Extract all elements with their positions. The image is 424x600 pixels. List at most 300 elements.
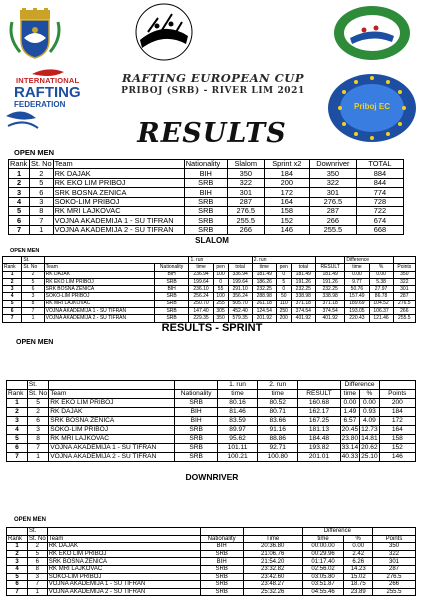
table-cell: SRB: [175, 426, 218, 435]
table-row: [7, 453, 416, 462]
table-cell: 12.73: [361, 425, 378, 433]
table-cell: 14.23: [344, 565, 373, 573]
col-nationality: Nationality: [154, 264, 189, 271]
col-downriver: Downriver: [309, 160, 356, 169]
table-cell: 80.52: [258, 399, 298, 408]
table-row: [3, 308, 416, 315]
col-nationality: Nationality: [184, 160, 227, 169]
table-cell: RK DAJAK: [44, 271, 154, 278]
table-cell: BIH: [154, 286, 189, 293]
table-cell: RK MRI LAJKOVAC: [44, 300, 154, 307]
table-cell: 371.18: [315, 300, 344, 307]
table-cell: 86.78: [369, 293, 393, 300]
table-cell: 03:51.87: [302, 581, 344, 589]
table-header-row: [3, 264, 416, 271]
table-cell: 55: [213, 286, 228, 293]
table-cell: 261.18: [252, 300, 276, 307]
table-cell: 162.17: [298, 408, 340, 417]
sprint-run2-label: 2. run: [258, 381, 298, 390]
col-time: Time: [243, 535, 302, 543]
table-row: [9, 216, 404, 225]
table-cell: 3: [7, 417, 28, 426]
table-cell: SRB: [154, 293, 189, 300]
table-cell: 844: [356, 178, 403, 187]
table-row: [7, 444, 416, 453]
table-cell: 21:54.20: [243, 558, 302, 566]
table-header-row: [7, 390, 416, 399]
table-cell: 0: [276, 286, 291, 293]
table-cell: 287: [373, 565, 416, 573]
table-cell: RK EKO LIM PRIBOJ: [49, 399, 175, 408]
table-cell: 00:00.00: [302, 543, 344, 551]
table-cell: 200: [379, 399, 415, 408]
table-cell: SRB: [200, 588, 243, 596]
table-cell: 401.92: [291, 315, 315, 322]
table-cell: 3: [22, 293, 44, 300]
international-rafting-federation-logo: [2, 66, 94, 136]
table-row: [7, 417, 416, 426]
table-row: [9, 225, 404, 234]
table-cell: 167.25: [298, 417, 340, 426]
table-cell: 172: [379, 417, 415, 426]
table-row: [7, 565, 416, 573]
table-cell: 884: [356, 169, 403, 178]
table-cell: 14.81: [361, 434, 378, 442]
table-cell: 7: [28, 581, 48, 589]
table-cell: SRB: [154, 308, 189, 315]
table-cell: 287: [227, 197, 264, 206]
table-cell: VOJNA AKADEMIJA 1 - SU TIFRAN: [44, 308, 154, 315]
table-cell: VOJNA AKADEMIJA 2 - SU TIFRAN: [49, 453, 175, 462]
table-row: [9, 178, 404, 187]
col-diff-time: time: [345, 264, 369, 271]
table-row: [9, 188, 404, 197]
table-cell: 3: [3, 286, 22, 293]
table-cell: 03:05.80: [302, 573, 344, 581]
col-team: Team: [47, 535, 200, 543]
table-cell: 01:17.40: [302, 558, 344, 566]
table-cell: 338.98: [315, 293, 344, 300]
event-subtitle: PRIBOJ (SRB) - RIVER LIM 2021: [121, 86, 305, 96]
table-cell: 110: [276, 300, 291, 307]
table-cell: 722: [356, 206, 403, 215]
col-team: Team: [49, 390, 175, 399]
table-cell: 20:36.80: [243, 543, 302, 551]
table-group-header-row: [3, 257, 416, 264]
table-cell: BIH: [200, 543, 243, 551]
table-cell: 15.02: [344, 573, 373, 581]
table-cell: SRB: [184, 216, 227, 225]
event-title: RAFTING EUROPEAN CUP: [122, 71, 304, 85]
table-cell: SRK BOSNA ZENICA: [53, 188, 184, 197]
table-cell: 255.5: [393, 315, 415, 322]
table-cell: 668: [356, 225, 403, 234]
table-cell: 80.71: [258, 408, 298, 417]
table-cell: RK MRI LAJKOVAC: [47, 565, 200, 573]
table-cell: 91.16: [258, 426, 298, 435]
table-cell: SRB: [154, 315, 189, 322]
table-cell: 5: [3, 300, 22, 307]
table-cell: 5: [30, 178, 54, 187]
table-cell: 146: [379, 453, 415, 462]
table-cell: SOKO-LIM PRIBOJ: [49, 426, 175, 435]
table-cell: RK EKO LIM PRIBOJ: [53, 178, 184, 187]
table-cell: 121.46: [369, 315, 393, 322]
table-cell: 276.5: [227, 206, 264, 215]
table-cell: 2: [9, 178, 30, 187]
federation-line3: FEDERATION: [14, 100, 66, 109]
table-cell: 276.5: [373, 573, 416, 581]
table-row: [7, 573, 416, 581]
table-header-row: [7, 535, 416, 543]
table-cell: 255.5: [227, 216, 264, 225]
table-cell: 5: [7, 435, 28, 444]
col-run2-time: time: [252, 264, 276, 271]
table-cell: 201.92: [252, 315, 276, 322]
table-cell: RK DAJAK: [47, 543, 200, 551]
table-cell: 266: [227, 225, 264, 234]
table-cell: 33.14: [341, 443, 359, 451]
table-cell: 276.5: [393, 300, 415, 307]
col-result: RESULT: [298, 390, 340, 399]
table-cell: 1: [7, 399, 28, 408]
table-cell: VOJNA AKADEMIJA 2 - SU TIFRAN: [44, 315, 154, 322]
downriver-category: OPEN MEN: [14, 517, 47, 523]
col-points: Points: [379, 390, 415, 399]
sprint-results-table: [6, 380, 416, 462]
table-cell: 100.21: [217, 453, 257, 462]
table-cell: 164: [379, 426, 415, 435]
table-cell: 5: [22, 278, 44, 285]
table-cell: 5: [27, 399, 48, 408]
table-cell: 287: [309, 206, 356, 215]
table-cell: SRK BOSNA ZENICA: [47, 558, 200, 566]
table-cell: 291.10: [228, 286, 252, 293]
table-cell: 236.10: [189, 286, 213, 293]
table-cell: 301: [393, 286, 415, 293]
table-cell: 152: [379, 444, 415, 453]
table-cell: 3: [27, 426, 48, 435]
table-cell: SRK BOSNA ZENICA: [49, 417, 175, 426]
table-row: [7, 581, 416, 589]
table-cell: BIH: [184, 169, 227, 178]
table-cell: 1: [9, 169, 30, 178]
table-row: [3, 278, 416, 285]
table-cell: 1: [3, 271, 22, 278]
table-cell: 350: [393, 271, 415, 278]
table-cell: 5: [9, 206, 30, 215]
table-cell: 255: [213, 300, 228, 307]
overall-results-table: [8, 159, 404, 235]
table-cell: 158: [379, 435, 415, 444]
table-cell: 250.70: [189, 300, 213, 307]
col-run2-pen: pen: [276, 264, 291, 271]
table-cell: 23:48.27: [243, 581, 302, 589]
table-cell: 6: [22, 286, 44, 293]
table-cell: 452.40: [228, 308, 252, 315]
table-cell: 04:55.46: [302, 588, 344, 596]
table-cell: 6: [7, 444, 28, 453]
table-cell: 256.24: [189, 293, 213, 300]
table-cell: SRB: [200, 581, 243, 589]
table-cell: SRB: [175, 435, 218, 444]
table-row: [3, 293, 416, 300]
table-cell: 4: [9, 197, 30, 206]
table-cell: 100.80: [258, 453, 298, 462]
table-cell: BIH: [175, 408, 218, 417]
table-row: [3, 300, 416, 307]
table-cell: 2: [27, 408, 48, 417]
table-cell: 220.43: [345, 315, 369, 322]
table-cell: 8: [27, 435, 48, 444]
table-row: [7, 435, 416, 444]
table-cell: 356.24: [228, 293, 252, 300]
table-cell: 350: [213, 315, 228, 322]
table-cell: 8: [28, 565, 48, 573]
table-group-header-row: St. Difference: [7, 528, 416, 536]
table-cell: 20.62: [361, 443, 378, 451]
table-cell: 0.00: [340, 399, 360, 408]
priboj-coat-of-arms-logo: [6, 8, 64, 60]
table-cell: 250: [276, 308, 291, 315]
col-slalom: Slalom: [227, 160, 264, 169]
table-cell: BIH: [175, 417, 218, 426]
table-cell: 6: [30, 188, 54, 197]
col-sprint: Sprint x2: [264, 160, 309, 169]
table-cell: 232.25: [315, 286, 344, 293]
table-cell: 25.10: [361, 452, 378, 460]
table-cell: 0.00: [345, 271, 369, 278]
table-cell: SRB: [200, 573, 243, 581]
table-cell: 505.70: [228, 300, 252, 307]
table-cell: 18.75: [344, 581, 373, 589]
table-cell: 2: [3, 278, 22, 285]
table-cell: 401.92: [315, 315, 344, 322]
table-cell: 266: [393, 308, 415, 315]
table-cell: 322: [393, 278, 415, 285]
table-cell: 181.49: [315, 271, 344, 278]
col-st-no: St. No: [31, 159, 52, 169]
table-cell: 305: [213, 308, 228, 315]
table-cell: 728: [356, 197, 403, 206]
slalom-category: OPEN MEN: [10, 248, 40, 254]
table-cell: 92.71: [258, 444, 298, 453]
table-cell: 104.52: [369, 300, 393, 307]
table-row: [7, 543, 416, 551]
table-cell: 350: [309, 169, 356, 178]
table-cell: 0.93: [360, 408, 380, 417]
table-row: [7, 408, 416, 417]
col-st-group: St.: [22, 257, 44, 264]
table-cell: 0: [213, 278, 228, 285]
col-run1-total: total: [228, 264, 252, 271]
table-cell: 50.76: [345, 286, 369, 293]
table-cell: 3: [9, 188, 30, 197]
table-cell: 83.66: [258, 417, 298, 426]
table-cell: 579.35: [228, 315, 252, 322]
table-cell: 322: [227, 178, 264, 187]
col-diff-time: time: [302, 535, 344, 543]
table-row: [7, 558, 416, 566]
table-cell: 229.35: [189, 315, 213, 322]
european-cup-badge-logo: [326, 72, 418, 144]
table-cell: 3: [7, 558, 28, 566]
table-cell: 7: [7, 588, 28, 596]
table-cell: 1: [7, 543, 28, 551]
table-cell: 193.82: [298, 444, 340, 453]
table-cell: 00:29.96: [302, 550, 344, 558]
col-diff-pct: %: [360, 390, 380, 399]
col-st-no: St. No: [28, 389, 48, 397]
downriver-title: DOWNRIVER: [185, 472, 239, 482]
table-cell: 100: [213, 293, 228, 300]
col-run1-time: time: [217, 390, 257, 399]
table-cell: 2: [7, 408, 28, 417]
table-cell: 3: [30, 197, 54, 206]
table-cell: 124.54: [252, 308, 276, 315]
table-cell: 371.18: [291, 300, 315, 307]
table-cell: 674: [356, 216, 403, 225]
table-cell: 157.49: [345, 293, 369, 300]
table-cell: SRB: [184, 197, 227, 206]
euro-badge-text: Priboj EC: [353, 102, 390, 111]
table-cell: 774: [356, 188, 403, 197]
table-cell: 191.26: [291, 278, 315, 285]
sprint-title: RESULTS - SPRINT: [161, 322, 263, 334]
table-row: [9, 197, 404, 206]
table-cell: 374.54: [291, 308, 315, 315]
table-cell: 25:32.26: [243, 588, 302, 596]
table-cell: 1: [27, 453, 48, 462]
col-st-no: St. No: [22, 264, 44, 271]
sprint-category: OPEN MEN: [16, 339, 54, 346]
table-cell: BIH: [154, 271, 189, 278]
table-cell: 80.16: [217, 399, 257, 408]
col-points: Points: [393, 264, 415, 271]
table-cell: SRB: [175, 453, 218, 462]
col-run2-time: time: [258, 390, 298, 399]
table-row: [9, 206, 404, 215]
table-cell: 6.57: [340, 417, 360, 426]
table-row: [7, 426, 416, 435]
col-points: Points: [373, 535, 416, 543]
table-cell: 147.40: [189, 308, 213, 315]
table-cell: 236.94: [189, 271, 213, 278]
downriver-results-table: [6, 527, 416, 596]
table-cell: 160.68: [298, 399, 340, 408]
table-cell: 0.00: [369, 271, 393, 278]
col-result: RESULT: [315, 264, 344, 271]
table-cell: 23.80: [341, 434, 359, 442]
table-cell: 186.26: [252, 278, 276, 285]
table-cell: 189.69: [345, 300, 369, 307]
table-cell: SOKO-LIM PRIBOJ: [44, 293, 154, 300]
table-cell: 199.64: [189, 278, 213, 285]
table-cell: SRB: [184, 206, 227, 215]
table-cell: 1: [22, 315, 44, 322]
table-cell: 181.49: [252, 271, 276, 278]
table-cell: 3: [28, 573, 48, 581]
table-cell: 199.64: [228, 278, 252, 285]
table-cell: 255.5: [309, 225, 356, 234]
rafting-lim-logo: [128, 2, 200, 62]
table-cell: 21:06.76: [243, 550, 302, 558]
table-cell: 4.09: [360, 417, 380, 426]
table-cell: 83.59: [217, 417, 257, 426]
table-cell: 184: [264, 169, 309, 178]
table-cell: SRB: [154, 278, 189, 285]
table-cell: SRB: [200, 565, 243, 573]
table-cell: 164: [264, 197, 309, 206]
eko-lim-club-logo: [332, 4, 412, 62]
table-cell: 152: [264, 216, 309, 225]
table-cell: 181.49: [291, 271, 315, 278]
table-cell: 6: [9, 216, 30, 225]
table-cell: 266: [373, 581, 416, 589]
table-cell: 1: [28, 588, 48, 596]
table-row: [7, 550, 416, 558]
col-diff-pct: %: [369, 264, 393, 271]
table-cell: 336.94: [228, 271, 252, 278]
col-rank: Rank: [3, 264, 22, 271]
federation-line1: INTERNATIONAL: [16, 76, 80, 85]
downriver-diff-label: Difference: [302, 528, 372, 536]
table-cell: 255.5: [373, 588, 416, 596]
table-cell: 4: [3, 293, 22, 300]
col-run2-total: total: [291, 264, 315, 271]
results-title: RESULTS: [137, 118, 287, 149]
col-run1-time: time: [189, 264, 213, 271]
slalom-title: SLALOM: [195, 236, 229, 245]
col-rank: Rank: [7, 390, 28, 399]
col-total: TOTAL: [356, 160, 403, 169]
table-cell: 266: [309, 216, 356, 225]
table-row: [3, 286, 416, 293]
table-row: [9, 169, 404, 178]
table-cell: 02:56.02: [302, 565, 344, 573]
table-cell: SRB: [200, 550, 243, 558]
col-team: Team: [53, 160, 184, 169]
table-cell: 7: [3, 315, 22, 322]
table-cell: 7: [22, 308, 44, 315]
table-cell: 201.01: [298, 453, 340, 462]
table-cell: 9.77: [345, 278, 369, 285]
table-cell: 106.37: [369, 308, 393, 315]
table-cell: VOJNA AKADEMIJA 2 - SU TIFRAN: [47, 588, 200, 596]
table-cell: VOJNA AKADEMIJA 1 - SU TIFRAN: [49, 444, 175, 453]
table-cell: 287: [393, 293, 415, 300]
table-cell: 301: [373, 558, 416, 566]
table-row: [3, 271, 416, 278]
table-cell: 8: [22, 300, 44, 307]
table-cell: 27.97: [369, 286, 393, 293]
table-cell: SOKO-LIM PRIBOJ: [47, 573, 200, 581]
col-nationality: Nationality: [175, 390, 218, 399]
table-cell: 200: [276, 315, 291, 322]
table-cell: 23:42.60: [243, 573, 302, 581]
table-cell: 0: [276, 271, 291, 278]
overall-category: OPEN MEN: [14, 148, 55, 157]
table-cell: SRB: [154, 300, 189, 307]
table-cell: SRB: [175, 444, 218, 453]
table-cell: 200: [264, 178, 309, 187]
table-cell: 88.86: [258, 435, 298, 444]
table-cell: 20.45: [341, 425, 359, 433]
table-cell: 4: [7, 565, 28, 573]
table-cell: 2.42: [344, 550, 373, 558]
table-cell: 276.5: [309, 197, 356, 206]
table-cell: 8: [30, 206, 54, 215]
